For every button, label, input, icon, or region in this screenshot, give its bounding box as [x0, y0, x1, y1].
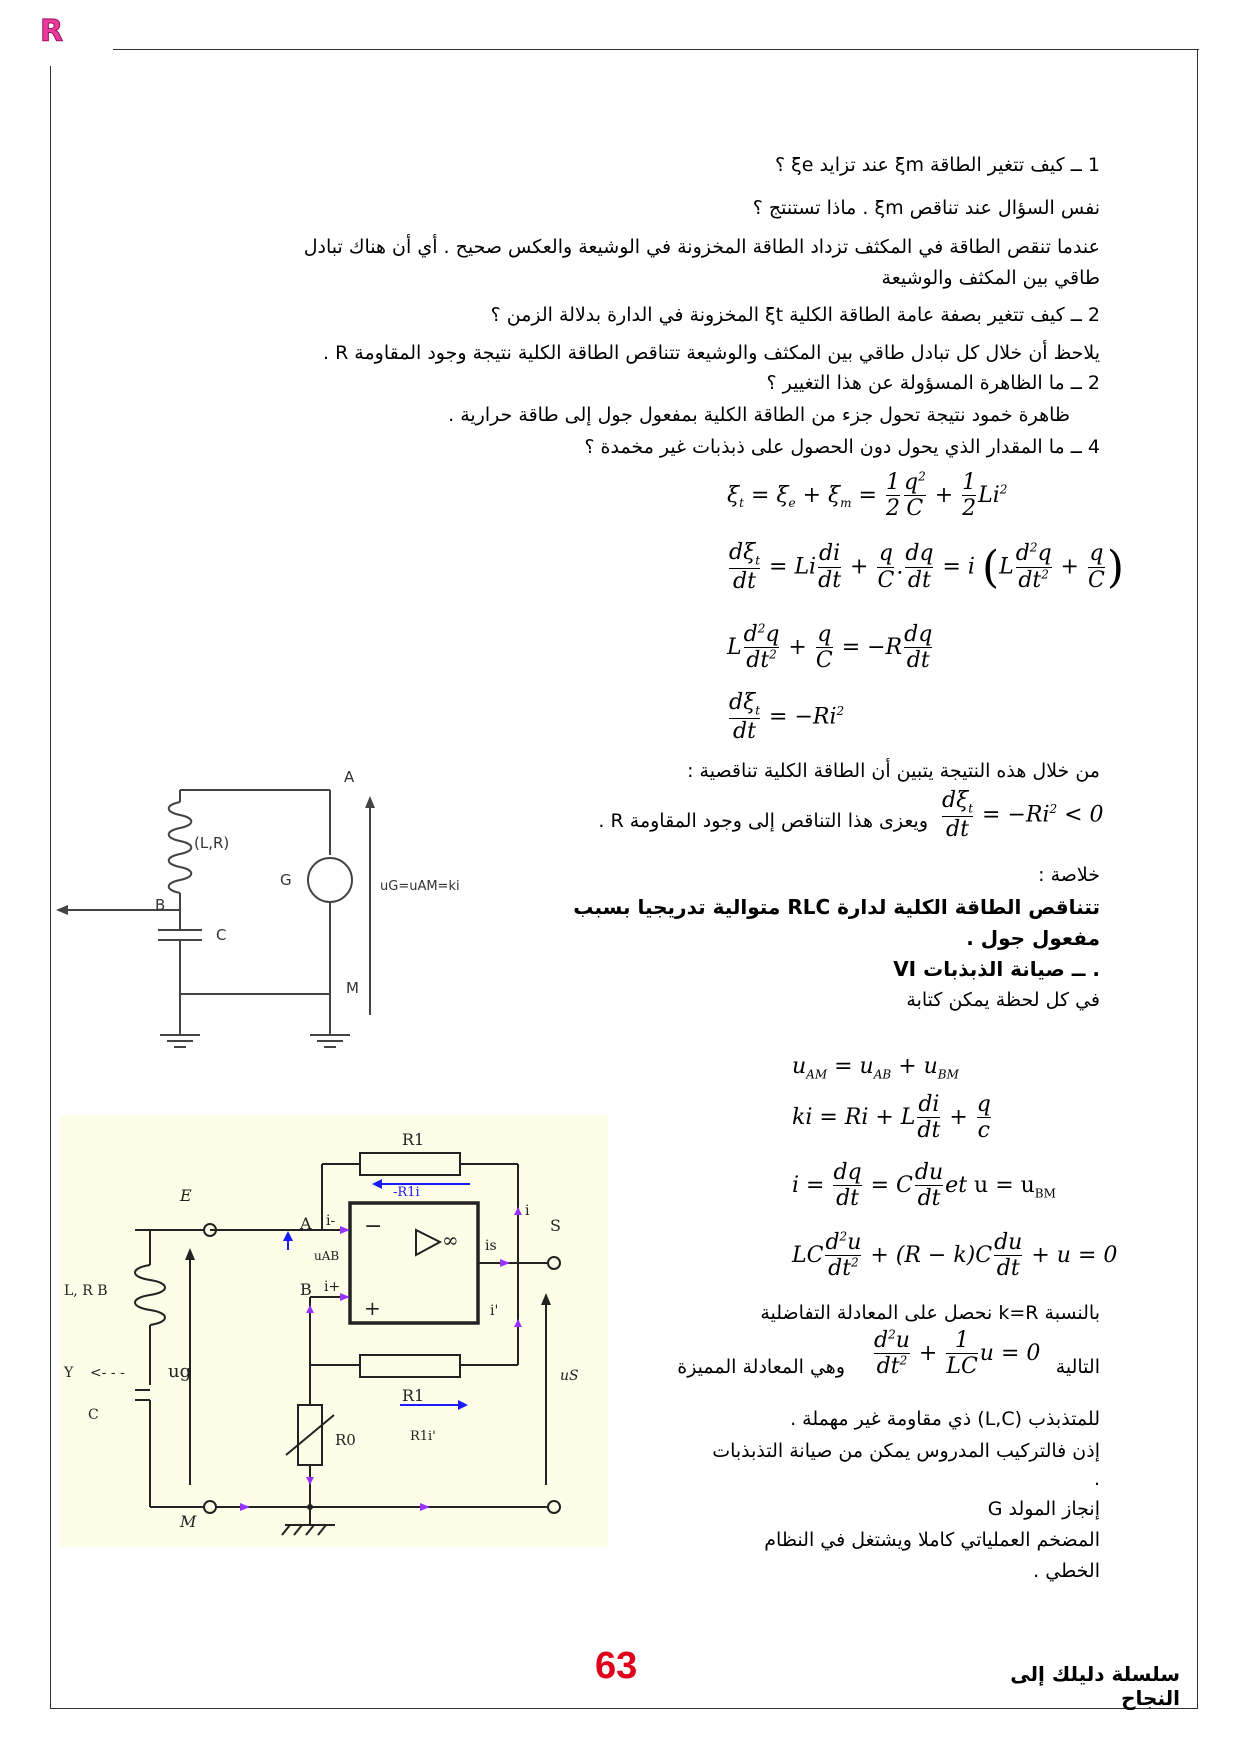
result-line-2: ويعزى هذا التناقص إلى وجود المقاومة R . [598, 810, 928, 832]
oscillator-text: للمتذبذب (L,C) ذي مقاومة غير مهملة . [790, 1408, 1100, 1430]
publisher-logo: R [40, 14, 64, 49]
lc-equation: LC $\frac{d^2u}{dt^2}$ + (R − k)C $\frac{du}{dt}$ + u = 0 [792, 1229, 1118, 1282]
voltage-sum-equation: $u_{AM} = u_{AB} + u_{BM}$ [792, 1054, 959, 1082]
maintenance-text: إذن فالتركيب المدروس يمكن من صيانة التذبذبات [712, 1440, 1100, 1462]
generator-voltage-label: uG=uAM=ki [380, 879, 460, 894]
current-iprime-label: i' [490, 1303, 499, 1319]
opamp-plus-label: + [364, 1296, 381, 1320]
coil-lrb-label: L, R B [64, 1283, 108, 1299]
node-a-label-2: A [300, 1214, 312, 1233]
coil-label: (L,R) [194, 834, 230, 852]
summary-label: خلاصة : [1038, 864, 1100, 886]
total-energy-equation: $\xi_t = \xi_e + \xi_m$ = $\frac{1}{2}$ $\frac{q^2}{C}$ + $\frac{1}{2}$ Li$^2$ [727, 469, 1008, 522]
node-a-label: A [344, 768, 355, 786]
every-instant-text: في كل لحظة يمكن كتابة [906, 989, 1100, 1011]
uab-label: uAB [314, 1249, 340, 1263]
i-minus-label: i- [326, 1213, 336, 1229]
ug-label: ug [168, 1361, 192, 1382]
following-label: التالية [1055, 1356, 1100, 1378]
rlc-differential-equation: L $\frac{d^2q}{dt^2}$ + $\frac{q}{C}$ = −R $\frac{dq}{dt}$ [727, 621, 933, 674]
r0-label: R0 [335, 1431, 356, 1449]
answer-1b: طاقي بين المكثف والوشيعة [881, 267, 1100, 289]
maintenance-text-end: . [1093, 1468, 1100, 1490]
node-y-label: Y [64, 1365, 74, 1381]
characteristic-equation-label: وهي المعادلة المميزة [677, 1356, 845, 1378]
frame-top-border [113, 49, 1199, 50]
rlc-generator-circuit [50, 760, 520, 1070]
capacitor-label: C [216, 926, 227, 944]
question-1: 1 ــ كيف تتغير الطاقة ξm عند تزايد ξe ؟ [774, 154, 1100, 176]
opamp-minus-label: − [364, 1214, 383, 1239]
generator-label: G [280, 871, 292, 889]
node-s-label: S [550, 1216, 561, 1235]
k-equals-r-text: بالنسبة k=R نحصل على المعادلة التفاضلية [760, 1302, 1100, 1324]
node-m-label: M [346, 979, 359, 997]
current-is-label: is [485, 1238, 497, 1254]
us-label: uS [560, 1368, 579, 1384]
question-3: 2 ــ ما الظاهرة المسؤولة عن هذا التغيير ؟ [766, 372, 1100, 394]
r1-top-label: R1 [402, 1130, 425, 1149]
i-plus-label: i+ [324, 1279, 341, 1295]
node-b-label: B [155, 896, 166, 914]
node-c-label: C [88, 1407, 99, 1423]
energy-decreasing-inequality: $\frac{d\xi_t}{dt}$ = $-Ri^2 < 0$ [942, 788, 1104, 843]
page-number: 63 [595, 1645, 638, 1687]
answer-3: ظاهرة خمود نتيجة تحول جزء من الطاقة الكلية بمفعول جول إلى طاقة حرارية . [448, 404, 1070, 426]
result-line-1: من خلال هذه النتيجة يتبين أن الطاقة الكلية تناقصية : [687, 760, 1100, 782]
generator-realization-text: إنجاز المولد G [987, 1498, 1100, 1520]
linear-mode-text: الخطي . [1033, 1560, 1100, 1582]
r1i-label: -R1i [393, 1185, 420, 1200]
dashed-arrow: <- - - [90, 1365, 125, 1381]
question-1b: نفس السؤال عند تناقص ξm . ماذا تستنتج ؟ [752, 197, 1100, 219]
r1-bottom-label: R1 [402, 1386, 425, 1405]
r1iprime-label: R1i' [410, 1429, 436, 1444]
energy-derivative-equation: $\frac{d\xi_t}{dt}$ = Li $\frac{di}{dt}$ + $\frac{q}{C}$ . $\frac{dq}{dt}$ = i (L $\frac{d^2q}{dt^2}$ + $\frac{q}{C}$ ) [729, 540, 1124, 595]
node-b-label-2: B [300, 1280, 312, 1299]
question-4: 4 ــ ما المقدار الذي يحول دون الحصول على ذبذبات غير مخمدة ؟ [584, 436, 1100, 458]
node-e-label: E [180, 1186, 192, 1205]
opamp-negative-resistance-circuit [60, 1115, 608, 1547]
undamped-equation: $\frac{d^2u}{dt^2}$ + $\frac{1}{LC}$ u = 0 [874, 1327, 1041, 1380]
frame-right-border [1197, 49, 1198, 1708]
section-heading: VI ــ صيانة الذبذبات . [893, 957, 1100, 981]
question-2: 2 ــ كيف تتغير بصفة عامة الطاقة الكلية ξt المخزونة في الدارة بدلالة الزمن ؟ [490, 304, 1100, 326]
answer-2: يلاحظ أن خلال كل تبادل طاقي بين المكثف والوشيعة تتناقص الطاقة الكلية نتيجة وجود المقاومة R . [322, 342, 1100, 364]
current-i-label: i [525, 1203, 530, 1219]
current-equation: i = $\frac{dq}{dt}$ = C $\frac{du}{dt}$ et $u = u_{BM}$ [792, 1160, 1056, 1212]
summary-line-2: مفعول جول . [966, 926, 1100, 950]
node-m-label-2: M [180, 1512, 197, 1531]
series-title: سلسلة دليلك إلى النجاح [1010, 1662, 1180, 1710]
opamp-infinity-label: ∞ [442, 1228, 459, 1252]
summary-line-1: تتناقص الطاقة الكلية لدارة RLC متوالية تدريجيا بسبب [573, 895, 1100, 919]
answer-1: عندما تنقص الطاقة في المكثف تزداد الطاقة المخزونة في الوشيعة والعكس صحيح . أي أن هناك تبادل [303, 236, 1100, 258]
energy-loss-equation: $\frac{d\xi_t}{dt}$ = $-Ri^2$ [729, 690, 845, 745]
opamp-text: المضخم العملياتي كاملا ويشتغل في النظام [764, 1529, 1100, 1551]
ki-equation: ki = Ri + L $\frac{di}{dt}$ + $\frac{q}{c}$ [792, 1092, 991, 1144]
